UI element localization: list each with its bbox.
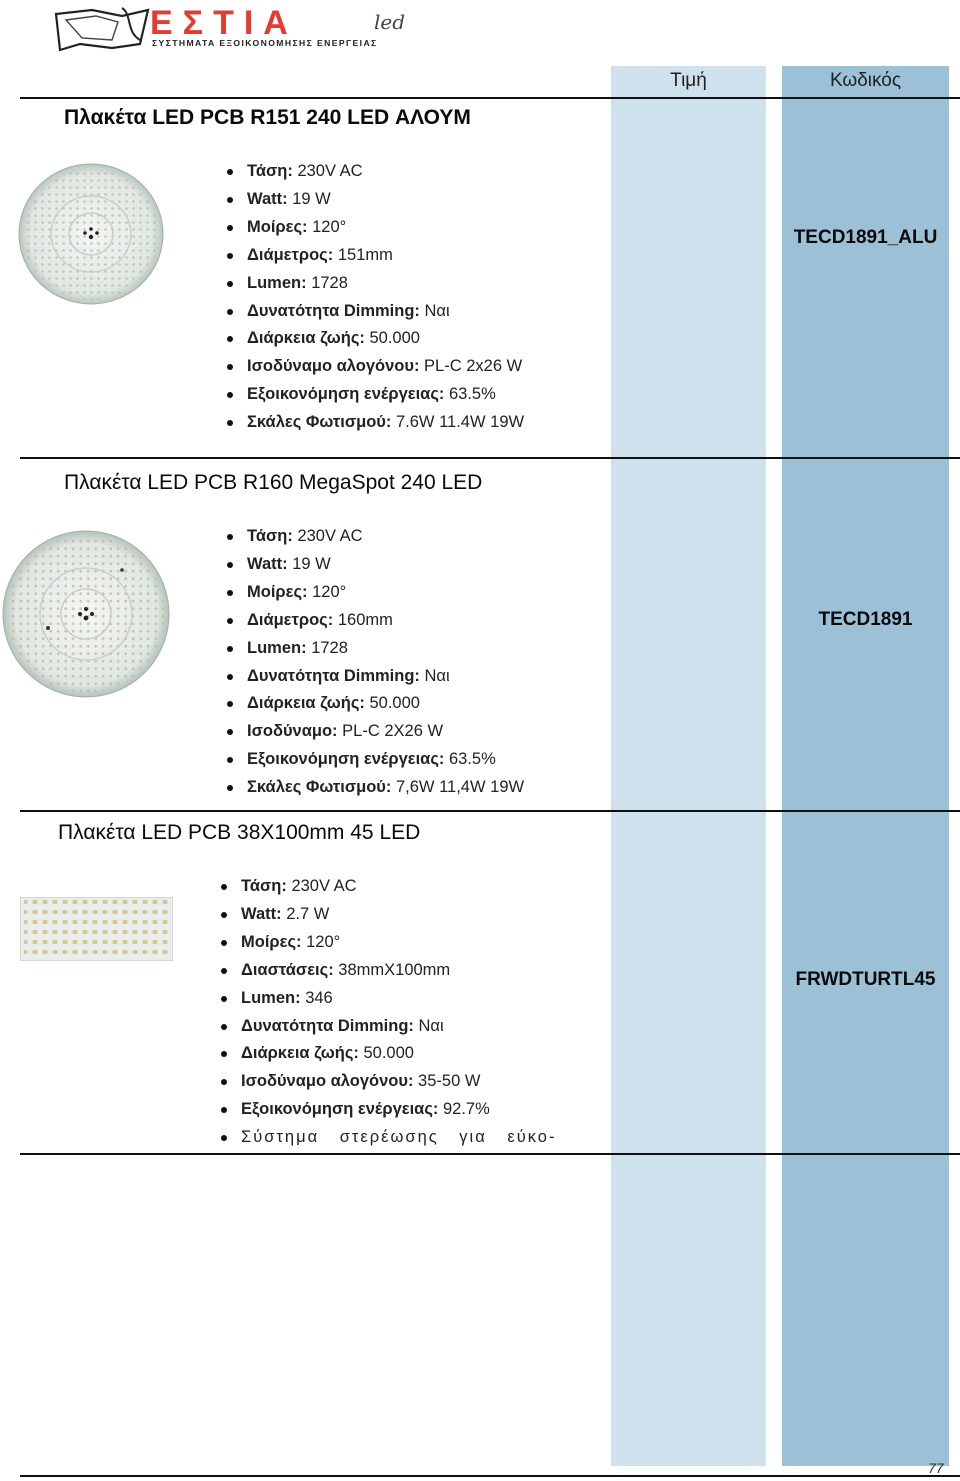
spec-label: Lumen: xyxy=(247,638,307,657)
spec-value: 50.000 xyxy=(369,329,420,348)
brand-logo xyxy=(52,4,432,54)
spec-item xyxy=(227,270,524,298)
product-code: TECD1891_ALU xyxy=(793,227,938,248)
spec-value: Ναι xyxy=(424,301,450,320)
price-column xyxy=(611,66,766,1466)
spec-label: Lumen: xyxy=(241,988,301,1007)
spec-label: Μοίρες: xyxy=(241,932,302,951)
spec-value: 19 W xyxy=(292,554,331,573)
spec-value: Ναι xyxy=(424,666,450,685)
spec-item xyxy=(227,746,524,774)
spec-item xyxy=(221,1040,556,1068)
logo-emblem xyxy=(52,4,152,54)
page-number: 77 xyxy=(928,1460,944,1476)
spec-item xyxy=(227,523,524,551)
spec-value: 38mmX100mm xyxy=(338,960,451,979)
spec-value: 230V AC xyxy=(297,527,363,545)
spec-label: Διαστάσεις: xyxy=(241,960,334,979)
spec-item xyxy=(221,873,556,901)
spec-item xyxy=(227,690,524,718)
spec-label: Τάση: xyxy=(247,162,293,180)
brand-name: ΕΣΤΙΑ xyxy=(150,4,298,42)
spec-item xyxy=(227,353,524,381)
spec-item xyxy=(227,158,524,186)
spec-label: Watt: xyxy=(247,554,288,573)
section-rule xyxy=(20,810,960,812)
product-code: TECD1891 xyxy=(818,609,913,630)
spec-value: 63.5% xyxy=(449,385,496,404)
spec-label: Watt: xyxy=(247,189,288,208)
spec-label: Διάρκεια ζωής: xyxy=(247,694,365,713)
product-title: Πλακέτα LED PCB R151 240 LED ΑΛΟΥΜ xyxy=(64,106,471,129)
spec-value: 63.5% xyxy=(449,750,496,769)
spec-label: Σκάλες Φωτισμού: xyxy=(247,413,392,432)
brand-tagline: ΣΥΣΤΗΜΑΤΑ ΕΞΟΙΚΟΝΟΜΗΣΗΣ ΕΝΕΡΓΕΙΑΣ xyxy=(152,38,378,48)
code-column-header: Κωδικός xyxy=(829,70,902,91)
footer-rule xyxy=(20,1475,960,1477)
spec-label: Σκάλες Φωτισμού: xyxy=(247,778,392,797)
spec-item xyxy=(221,985,556,1013)
spec-value: 120° xyxy=(312,217,347,236)
spec-item xyxy=(227,214,524,242)
spec-value: 92.7% xyxy=(443,1100,490,1119)
spec-list xyxy=(221,873,556,1152)
spec-value: 7.6W 11.4W 19W xyxy=(396,413,525,432)
spec-value: 50.000 xyxy=(363,1044,414,1063)
spec-list xyxy=(227,523,524,802)
spec-value: 346 xyxy=(305,988,333,1007)
spec-item xyxy=(227,607,524,635)
spec-value: 230V AC xyxy=(291,877,357,895)
spec-list xyxy=(227,158,524,437)
spec-item xyxy=(227,409,524,437)
spec-item xyxy=(221,1096,556,1124)
spec-value: 50.000 xyxy=(369,694,420,713)
spec-item xyxy=(227,774,524,802)
spec-label: Διάρκεια ζωής: xyxy=(247,329,365,348)
spec-label: Τάση: xyxy=(247,527,293,545)
round-led-pcb-image xyxy=(2,530,170,698)
spec-label: Lumen: xyxy=(247,273,307,292)
spec-label: Ισοδύναμο: xyxy=(247,722,338,741)
spec-item xyxy=(221,929,556,957)
spec-item xyxy=(221,901,556,929)
spec-value: 7,6W 11,4W 19W xyxy=(396,778,525,797)
spec-value: 230V AC xyxy=(297,162,363,180)
spec-value: 1728 xyxy=(311,638,348,657)
header-rule xyxy=(20,97,960,99)
spec-label: Εξοικονόμηση ενέργειας: xyxy=(241,1100,439,1119)
spec-value: Ναι xyxy=(418,1016,444,1035)
spec-label: Τάση: xyxy=(241,877,287,895)
product-title: Πλακέτα LED PCB R160 MegaSpot 240 LED xyxy=(64,471,483,494)
product-title: Πλακέτα LED PCB 38X100mm 45 LED xyxy=(58,821,421,844)
spec-value: PL-C 2x26 W xyxy=(424,357,523,376)
spec-item xyxy=(221,1068,556,1096)
spec-item xyxy=(227,186,524,214)
spec-label: Δυνατότητα Dimming: xyxy=(247,666,420,685)
spec-item xyxy=(221,1013,556,1041)
spec-value: 35-50 W xyxy=(418,1072,481,1091)
spec-value: 1728 xyxy=(311,273,348,292)
spec-label: Διάρκεια ζωής: xyxy=(241,1044,359,1063)
spec-label: Εξοικονόμηση ενέργειας: xyxy=(247,750,445,769)
spec-label: Εξοικονόμηση ενέργειας: xyxy=(247,385,445,404)
spec-item xyxy=(227,325,524,353)
spec-item xyxy=(227,718,524,746)
section-rule xyxy=(20,1153,960,1155)
spec-value: 120° xyxy=(312,582,347,601)
spec-label: Μοίρες: xyxy=(247,582,308,601)
round-led-pcb-image xyxy=(18,163,164,305)
spec-label: Διάμετρος: xyxy=(247,610,334,629)
spec-label: Ισοδύναμο αλογόνου: xyxy=(241,1072,414,1091)
spec-item xyxy=(227,579,524,607)
spec-label: Μοίρες: xyxy=(247,217,308,236)
rectangular-led-pcb-image xyxy=(20,897,173,961)
spec-label: Watt: xyxy=(241,904,282,923)
section-rule xyxy=(20,457,960,459)
spec-item xyxy=(221,957,556,985)
spec-note: Σύστημα στερέωσης για εύκο- xyxy=(241,1128,557,1147)
spec-item xyxy=(227,551,524,579)
price-column-header: Τιμή xyxy=(670,70,707,91)
spec-item xyxy=(227,635,524,663)
spec-item xyxy=(221,1124,556,1152)
spec-label: Ισοδύναμο αλογόνου: xyxy=(247,357,420,376)
spec-item xyxy=(227,381,524,409)
spec-item xyxy=(227,663,524,691)
spec-value: 19 W xyxy=(292,189,331,208)
spec-value: 2.7 W xyxy=(286,904,330,923)
spec-label: Δυνατότητα Dimming: xyxy=(247,301,420,320)
code-column xyxy=(782,66,949,1466)
brand-suffix: led xyxy=(374,10,406,34)
spec-item xyxy=(227,298,524,326)
spec-value: 160mm xyxy=(337,610,393,629)
spec-item xyxy=(227,242,524,270)
product-code: FRWDTURTL45 xyxy=(795,969,936,990)
spec-value: PL-C 2X26 W xyxy=(342,722,444,741)
spec-label: Διάμετρος: xyxy=(247,245,334,264)
spec-value: 151mm xyxy=(337,245,393,264)
spec-label: Δυνατότητα Dimming: xyxy=(241,1016,414,1035)
spec-value: 120° xyxy=(306,932,341,951)
